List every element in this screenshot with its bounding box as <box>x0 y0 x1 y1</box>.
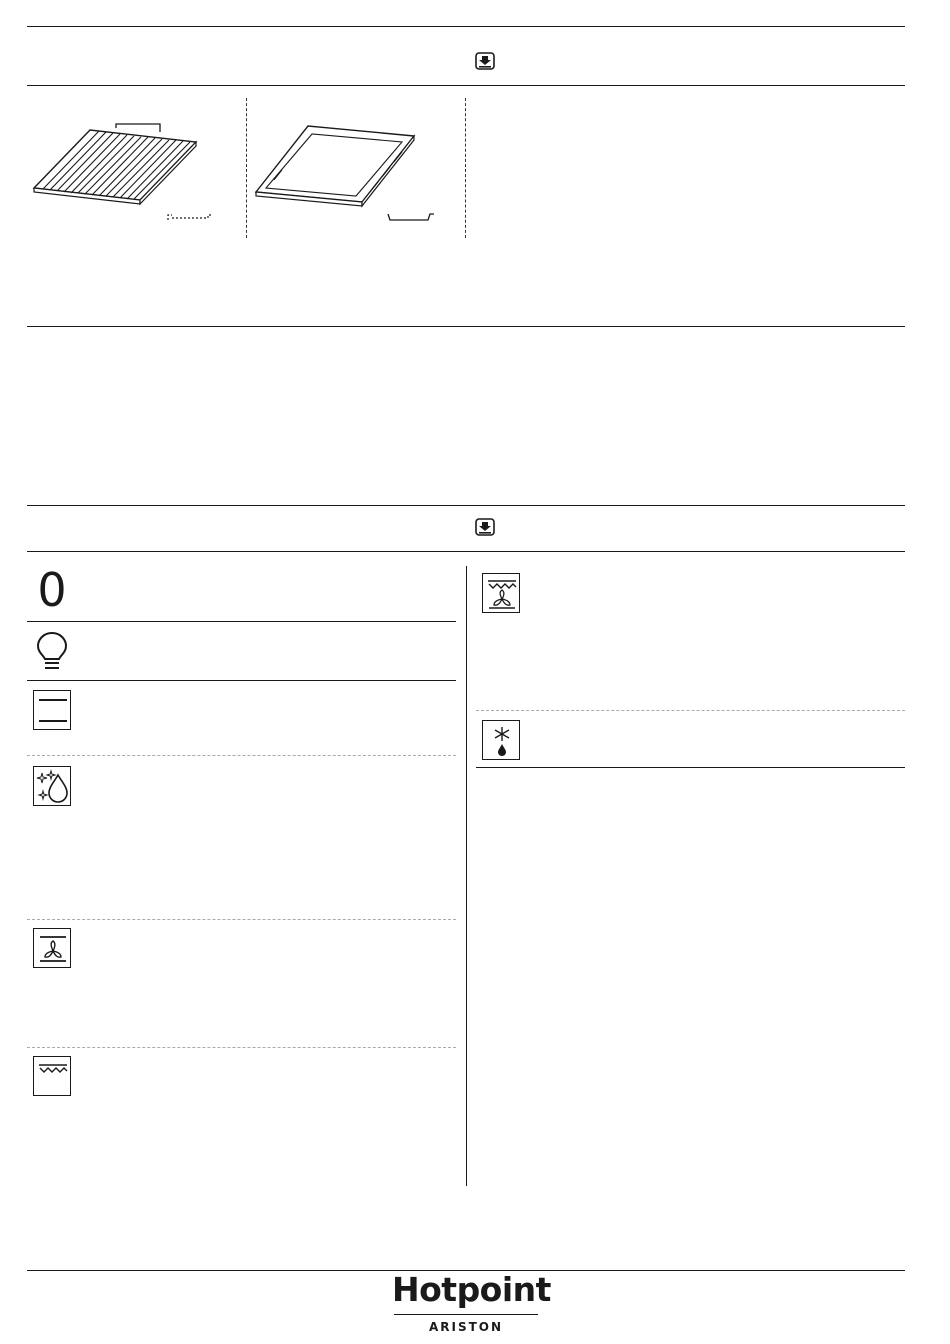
function-separator <box>27 621 456 622</box>
steam-clean-icon <box>33 766 71 806</box>
brand-logo-line <box>394 1314 538 1315</box>
baking-tray-illustration <box>250 122 450 226</box>
section-rule <box>27 551 905 552</box>
accessory-divider <box>246 98 247 238</box>
lamp-icon <box>34 630 70 672</box>
column-divider <box>466 566 467 1186</box>
download-icon[interactable] <box>475 518 495 536</box>
turbo-grill-icon <box>482 573 520 613</box>
function-separator <box>476 767 905 768</box>
function-separator <box>27 1047 456 1048</box>
wire-shelf-illustration <box>30 122 230 226</box>
defrost-icon <box>482 720 520 760</box>
download-icon[interactable] <box>475 52 495 70</box>
section-rule <box>27 326 905 327</box>
brand-logo-sub: ARISTON <box>428 1320 504 1334</box>
brand-logo: Hotpoint <box>392 1270 551 1309</box>
function-separator <box>27 919 456 920</box>
top-rule <box>27 26 905 27</box>
convection-bake-icon <box>33 928 71 968</box>
accessory-divider <box>465 98 466 238</box>
section-rule <box>27 505 905 506</box>
function-separator <box>476 710 905 711</box>
section-rule <box>27 85 905 86</box>
function-separator <box>27 755 456 756</box>
conventional-icon <box>33 690 71 730</box>
function-separator <box>27 680 456 681</box>
function-off-icon: 0 <box>37 563 67 617</box>
grill-icon <box>33 1056 71 1096</box>
